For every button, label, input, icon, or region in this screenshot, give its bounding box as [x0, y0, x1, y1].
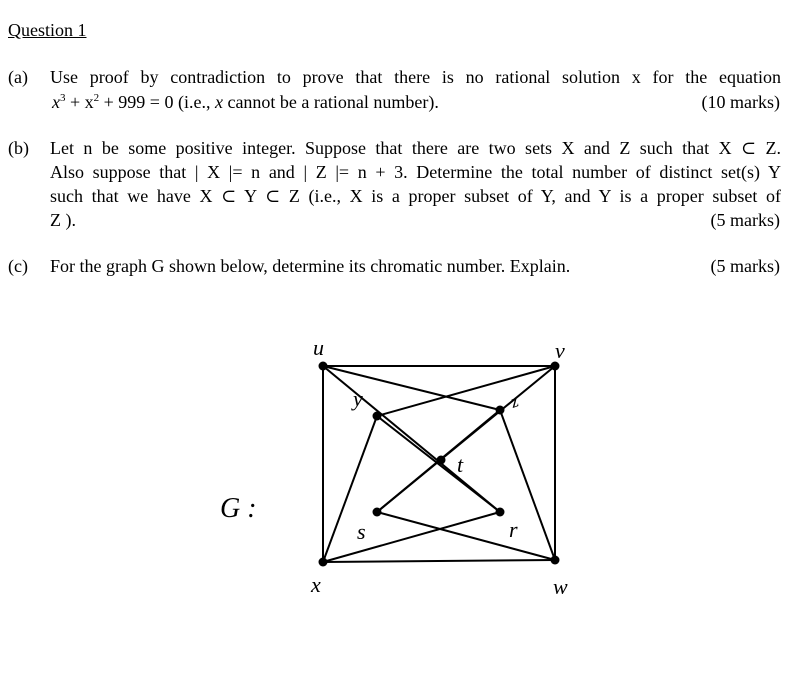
label-z: z: [507, 390, 522, 412]
label-w: w: [553, 574, 568, 599]
part-a-label: (a): [8, 67, 28, 87]
label-x: x: [311, 572, 321, 597]
label-v: v: [555, 338, 565, 363]
label-s: s: [357, 519, 366, 544]
eq-rest: + 999 = 0 (i.e.,: [99, 92, 215, 112]
label-u: u: [313, 335, 324, 360]
edge-x-y: [323, 416, 377, 562]
eq-exp-2: 2: [93, 92, 100, 104]
edge-x-w: [323, 560, 555, 562]
vertex-w: [551, 556, 560, 565]
part-b-line-2: Also suppose that | X |= n and | Z |= n + 3. Determine the total number of distinct set(s) Y: [50, 162, 781, 182]
part-c-marks: (5 marks): [710, 256, 780, 276]
part-b-marks: (5 marks): [710, 210, 780, 230]
part-b-line-1: Let n be some positive integer. Suppose that there are two sets X and Z such that X ⊂ Z.: [50, 138, 781, 158]
vertex-t: [437, 456, 446, 465]
vertex-z: [496, 406, 505, 415]
edge-w-s: [377, 512, 555, 560]
vertex-u: [319, 362, 328, 371]
part-b-line-3: such that we have X ⊂ Y ⊂ Z (i.e., X is a proper subset of Y, and Y is a proper subset of: [50, 186, 781, 206]
label-r: r: [509, 517, 518, 542]
part-a-line-1: Use proof by contradiction to prove that there is no rational solution x for the equation: [50, 67, 781, 87]
eq-exp-3: 3: [60, 92, 66, 104]
question-title: Question 1: [8, 20, 87, 40]
label-t: t: [457, 452, 464, 477]
part-a-marks: (10 marks): [701, 92, 780, 112]
eq-x: x: [52, 92, 60, 112]
eq-post: cannot be a rational number).: [222, 92, 439, 112]
vertex-y: [373, 412, 382, 421]
vertex-s: [373, 508, 382, 517]
vertex-r: [496, 508, 505, 517]
graph-name-label: G :: [220, 493, 257, 524]
edge-v-y: [377, 366, 555, 416]
part-c-text: For the graph G shown below, determine its chromatic number. Explain.: [50, 256, 571, 276]
part-c-label: (c): [8, 256, 28, 276]
vertex-x: [319, 558, 328, 567]
part-b-label: (b): [8, 138, 29, 158]
eq-var-x: x: [214, 92, 223, 112]
eq-plus-x: + x: [65, 92, 94, 112]
label-y: y: [353, 386, 363, 411]
part-b-line-4: Z ).: [50, 210, 76, 230]
